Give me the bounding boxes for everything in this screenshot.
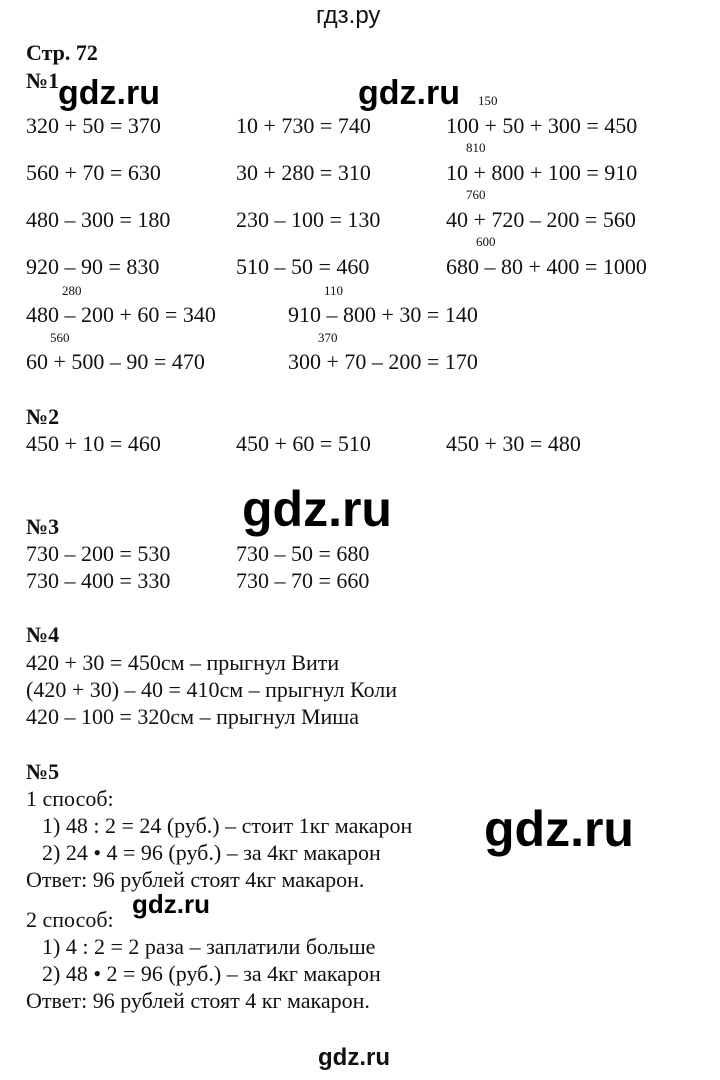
equation: 300 + 70 – 200 = 170 bbox=[288, 349, 478, 374]
text-line: 420 – 100 = 320см – прыгнул Миша bbox=[26, 704, 359, 729]
equation: 230 – 100 = 130 bbox=[236, 207, 381, 232]
equation: 60 + 500 – 90 = 470 bbox=[26, 349, 205, 374]
equation: 320 + 50 = 370 bbox=[26, 113, 161, 138]
watermark: gdz.ru bbox=[242, 481, 392, 537]
equation: 730 – 400 = 330 bbox=[26, 568, 171, 593]
ex5-title: №5 bbox=[26, 759, 60, 784]
ex2-title: №2 bbox=[26, 404, 60, 429]
site-footer: gdz.ru bbox=[318, 1044, 390, 1071]
intermediate-note: 560 bbox=[50, 330, 70, 345]
intermediate-note: 810 bbox=[466, 140, 486, 155]
equation: 40 + 720 – 200 = 560 bbox=[446, 207, 636, 232]
watermark: gdz.ru bbox=[58, 74, 160, 112]
equation: 730 – 200 = 530 bbox=[26, 541, 171, 566]
page-label: Стр. 72 bbox=[26, 40, 98, 65]
equation: 730 – 70 = 660 bbox=[236, 568, 370, 593]
equation: 910 – 800 + 30 = 140 bbox=[288, 302, 478, 327]
method-heading: 2 способ: bbox=[26, 907, 114, 932]
intermediate-note: 110 bbox=[324, 283, 344, 298]
solution-step: 1) 4 : 2 = 2 раза – заплатили больше bbox=[42, 934, 376, 959]
ex3-title: №3 bbox=[26, 514, 60, 539]
equation: 680 – 80 + 400 = 1000 bbox=[446, 254, 647, 279]
watermark: gdz.ru bbox=[358, 74, 460, 112]
method-heading: 1 способ: bbox=[26, 786, 114, 811]
equation: 730 – 50 = 680 bbox=[236, 541, 370, 566]
ex1-title: №1 bbox=[26, 68, 60, 93]
solution-step: 2) 48 • 2 = 96 (руб.) – за 4кг макарон bbox=[42, 961, 381, 986]
intermediate-note: 280 bbox=[62, 283, 82, 298]
solution-step: 1) 48 : 2 = 24 (руб.) – стоит 1кг макарон bbox=[42, 813, 413, 838]
equation: 450 + 60 = 510 bbox=[236, 431, 371, 456]
equation: 10 + 800 + 100 = 910 bbox=[446, 160, 638, 185]
intermediate-note: 760 bbox=[466, 187, 486, 202]
equation: 480 – 200 + 60 = 340 bbox=[26, 302, 216, 327]
equation: 100 + 50 + 300 = 450 bbox=[446, 113, 638, 138]
intermediate-note: 600 bbox=[476, 234, 496, 249]
equation: 920 – 90 = 830 bbox=[26, 254, 160, 279]
intermediate-note: 370 bbox=[318, 330, 338, 345]
answer-line: Ответ: 96 рублей стоят 4кг макарон. bbox=[26, 867, 365, 892]
equation: 450 + 30 = 480 bbox=[446, 431, 581, 456]
answer-line: Ответ: 96 рублей стоят 4 кг макарон. bbox=[26, 988, 370, 1013]
intermediate-note: 150 bbox=[478, 93, 498, 108]
text-line: (420 + 30) – 40 = 410см – прыгнул Коли bbox=[26, 677, 398, 702]
equation: 480 – 300 = 180 bbox=[26, 207, 171, 232]
equation: 450 + 10 = 460 bbox=[26, 431, 161, 456]
ex4-title: №4 bbox=[26, 622, 60, 647]
watermark: gdz.ru bbox=[484, 801, 634, 857]
equation: 30 + 280 = 310 bbox=[236, 160, 371, 185]
text-line: 420 + 30 = 450см – прыгнул Вити bbox=[26, 650, 340, 675]
watermark: gdz.ru bbox=[132, 889, 210, 919]
site-header: гдз.ру bbox=[316, 2, 381, 29]
equation: 10 + 730 = 740 bbox=[236, 113, 371, 138]
solution-step: 2) 24 • 4 = 96 (руб.) – за 4кг макарон bbox=[42, 840, 381, 865]
equation: 510 – 50 = 460 bbox=[236, 254, 370, 279]
equation: 560 + 70 = 630 bbox=[26, 160, 161, 185]
